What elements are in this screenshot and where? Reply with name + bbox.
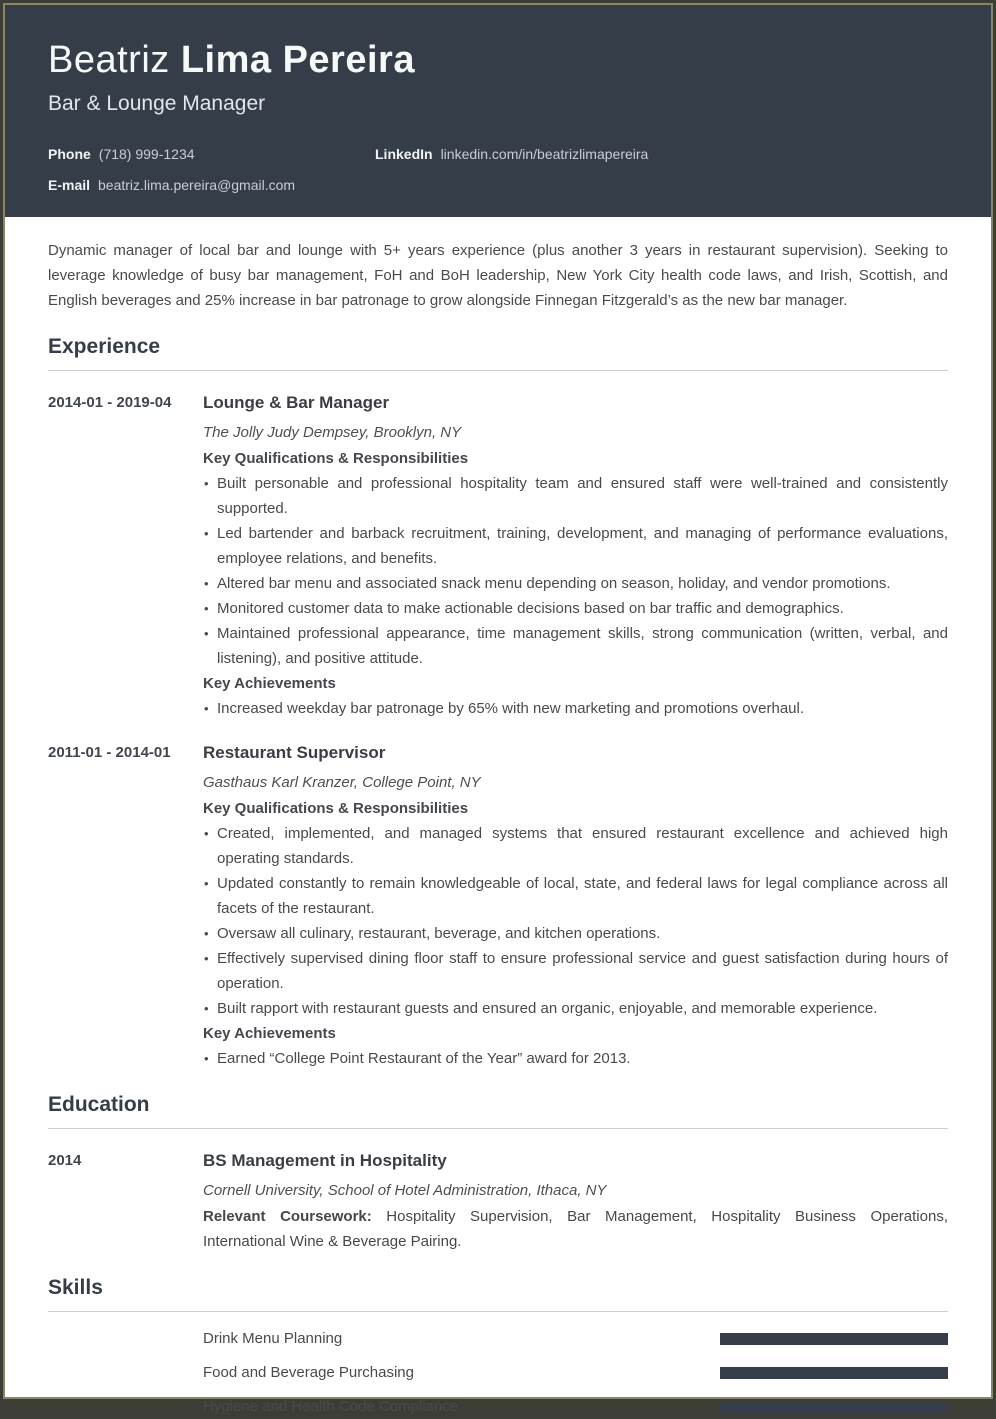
- qualification-item: • Oversaw all culinary, restaurant, beverage, and kitchen operations.: [203, 921, 948, 946]
- skill-name: Food and Beverage Purchasing: [203, 1364, 414, 1381]
- linkedin-value[interactable]: linkedin.com/in/beatrizlimapereira: [440, 146, 649, 162]
- job-company: Gasthaus Karl Kranzer, College Point, NY: [203, 774, 481, 791]
- job-title: Lounge & Bar Manager: [203, 393, 390, 412]
- resume-page: [3, 3, 993, 1415]
- skills-section-heading: Skills: [48, 1276, 948, 1312]
- education-dates: 2014: [48, 1152, 82, 1169]
- qualification-item: • Monitored customer data to make actionable decisions based on bar traffic and demographics.: [203, 596, 948, 621]
- email-value[interactable]: beatriz.lima.pereira@gmail.com: [98, 177, 296, 193]
- skill-level-bar: [720, 1401, 948, 1413]
- qualification-item: • Created, implemented, and managed systems that ensured restaurant excellence and achieved high operating standards.: [203, 821, 948, 871]
- contact-phone: [48, 146, 375, 162]
- experience-section-heading: Experience: [48, 335, 948, 371]
- candidate-last-name: Lima Pereira: [180, 39, 415, 81]
- skill-row-spacer: [48, 1360, 203, 1385]
- skill-name: Hygiene and Health Code Compliance: [203, 1398, 459, 1415]
- contact-linkedin: [375, 146, 948, 162]
- resume-body: [5, 238, 991, 1419]
- education-section-heading: Education: [48, 1093, 948, 1129]
- qualification-item: • Led bartender and barback recruitment, training, development, and managing of performance evaluations, employee relations, and benefits.: [203, 521, 948, 571]
- qualifications-heading: Key Qualifications & Responsibilities: [203, 450, 469, 467]
- job-dates: 2014-01 - 2019-04: [48, 394, 172, 411]
- qualification-item: • Built personable and professional hospitality team and ensured staff were well-trained and consistently supported.: [203, 471, 948, 521]
- candidate-first-name: Beatriz: [48, 39, 181, 81]
- professional-summary: Dynamic manager of local bar and lounge with 5+ years experience (plus another 3 years in restaurant supervision). Seeking to leverage knowledge of busy bar management, FoH and BoH leadership, New York City health code laws, and Irish, Scottish, and English beverages and 25% increase in bar patronage to grow alongside Finnegan Fitzgerald’s as the new bar manager.: [48, 242, 948, 309]
- school-name: Cornell University, School of Hotel Administration, Ithaca, NY: [203, 1182, 607, 1199]
- qualifications-list: [203, 821, 948, 1021]
- experience-entry: [48, 738, 948, 1071]
- achievement-item: • Increased weekday bar patronage by 65% with new marketing and promotions overhaul.: [203, 696, 948, 721]
- education-entry: [48, 1146, 948, 1254]
- skill-row-spacer: [48, 1326, 203, 1351]
- skill-row-spacer: [48, 1394, 203, 1419]
- qualification-item: • Updated constantly to remain knowledgeable of local, state, and federal laws for legal compliance across all facets of the restaurant.: [203, 871, 948, 921]
- achievements-list: [203, 1046, 948, 1071]
- achievement-item: • Earned “College Point Restaurant of the Year” award for 2013.: [203, 1046, 948, 1071]
- skill-level-bar: [720, 1367, 948, 1379]
- qualification-item: • Built rapport with restaurant guests and ensured an organic, enjoyable, and memorable experience.: [203, 996, 948, 1021]
- achievements-list: [203, 696, 948, 721]
- experience-entry: [48, 388, 948, 721]
- skill-row: [48, 1326, 948, 1351]
- contact-email: [48, 177, 375, 193]
- email-label: E-mail: [48, 177, 91, 193]
- job-details: [203, 388, 948, 721]
- skill-name: Drink Menu Planning: [203, 1330, 343, 1347]
- achievements-heading: Key Achievements: [203, 1025, 336, 1042]
- coursework-line: [203, 1204, 948, 1254]
- skill-row: [48, 1360, 948, 1385]
- job-dates: 2011-01 - 2014-01: [48, 744, 171, 761]
- qualification-item: • Altered bar menu and associated snack menu depending on season, holiday, and vendor promotions.: [203, 571, 948, 596]
- resume-header: [5, 5, 991, 217]
- skills-list: [48, 1326, 948, 1419]
- coursework-label: Relevant Coursework:: [203, 1208, 372, 1225]
- qualifications-list: [203, 471, 948, 671]
- candidate-job-title: Bar & Lounge Manager: [48, 92, 266, 115]
- job-title: Restaurant Supervisor: [203, 743, 386, 762]
- job-details: [203, 738, 948, 1071]
- contact-info: [48, 146, 948, 193]
- skill-level-bar: [720, 1333, 948, 1345]
- linkedin-label: LinkedIn: [375, 146, 433, 162]
- phone-label: Phone: [48, 146, 91, 162]
- qualification-item: • Effectively supervised dining floor staff to ensure professional service and guest satisfaction during hours of operation.: [203, 946, 948, 996]
- degree-title: BS Management in Hospitality: [203, 1151, 447, 1170]
- skill-row: [48, 1394, 948, 1419]
- coursework-text: Hospitality Supervision, Bar Management, Hospitality Business Operations, International Wine & Beverage Pairing.: [203, 1208, 948, 1250]
- achievements-heading: Key Achievements: [203, 675, 336, 692]
- candidate-name: [48, 39, 948, 82]
- qualification-item: • Maintained professional appearance, time management skills, strong communication (written, verbal, and listening), and positive attitude.: [203, 621, 948, 671]
- job-company: The Jolly Judy Dempsey, Brooklyn, NY: [203, 424, 462, 441]
- phone-value: (718) 999-1234: [98, 146, 195, 162]
- education-details: [203, 1146, 948, 1254]
- qualifications-heading: Key Qualifications & Responsibilities: [203, 800, 469, 817]
